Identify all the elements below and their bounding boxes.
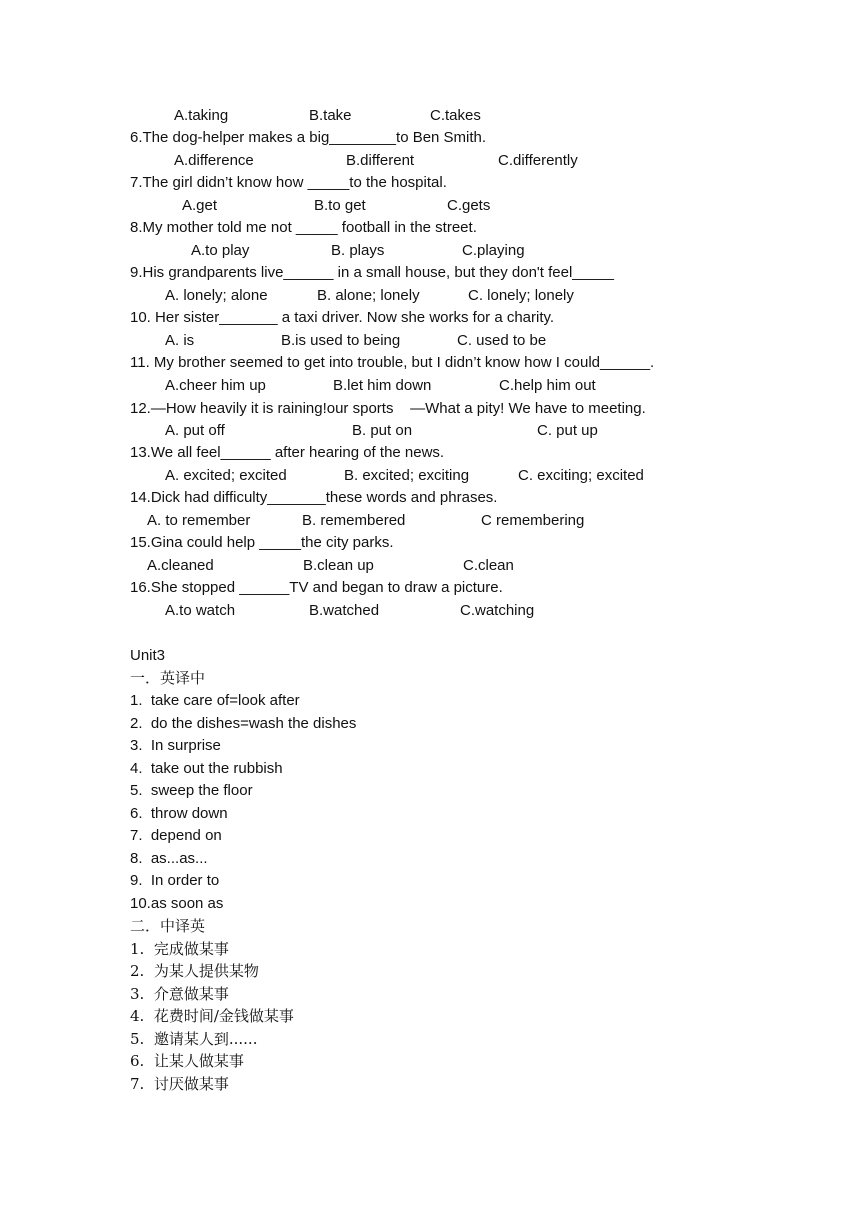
- q8-option-c: C.playing: [462, 242, 525, 259]
- vocab-item: 7. 讨厌做某事: [130, 1075, 229, 1093]
- q6-option-c: C.differently: [498, 152, 578, 169]
- q10-option-c: C. used to be: [457, 332, 547, 349]
- q11-option-a: A.cheer him up: [165, 377, 266, 394]
- q15-option-c: C.clean: [463, 557, 514, 574]
- vocab-item: 3. 介意做某事: [130, 985, 229, 1003]
- vocab-item: 9. In order to: [130, 872, 220, 889]
- q5-option-c: C.takes: [430, 107, 481, 124]
- q15-option-a: A.cleaned: [147, 557, 214, 574]
- q6-question: 6.The dog-helper makes a big________to Ben Smith.: [130, 129, 487, 146]
- vocab-item: 5. sweep the floor: [130, 782, 253, 799]
- q10-option-b: B.is used to being: [281, 332, 401, 349]
- vocab-item: 1. take care of=look after: [130, 692, 300, 709]
- q9-option-c: C. lonely; lonely: [468, 287, 574, 304]
- vocab-item: 2. 为某人提供某物: [130, 962, 259, 980]
- q12-option-b: B. put on: [352, 422, 413, 439]
- q16-option-b: B.watched: [309, 602, 380, 619]
- q10-option-a: A. is: [165, 332, 195, 349]
- vocab-item: 6. throw down: [130, 805, 228, 822]
- section-heading-zh-to-en: 二．中译英: [130, 917, 206, 935]
- q9-option-a: A. lonely; alone: [165, 287, 268, 304]
- q7-option-b: B.to get: [314, 197, 366, 214]
- q7-question: 7.The girl didn’t know how _____to the hospital.: [130, 174, 447, 191]
- vocab-item: 4. 花费时间/金钱做某事: [130, 1007, 294, 1025]
- vocab-item: 1. 完成做某事: [130, 940, 229, 958]
- q5-option-b: B.take: [309, 107, 352, 124]
- q8-option-a: A.to play: [191, 242, 250, 259]
- q12-question: 12.—How heavily it is raining!our sports —What a pity! We have to meeting.: [130, 400, 646, 417]
- q13-question: 13.We all feel______ after hearing of the news.: [130, 444, 445, 461]
- q14-option-a: A. to remember: [147, 512, 251, 529]
- q8-option-b: B. plays: [331, 242, 385, 259]
- q13-option-c: C. exciting; excited: [518, 467, 644, 484]
- q14-option-c: C remembering: [481, 512, 585, 529]
- vocab-item: 5. 邀请某人到......: [130, 1030, 258, 1048]
- q7-option-c: C.gets: [447, 197, 491, 214]
- q15-option-b: B.clean up: [303, 557, 374, 574]
- q16-option-c: C.watching: [460, 602, 535, 619]
- q7-option-a: A.get: [182, 197, 218, 214]
- unit-title: Unit3: [130, 647, 166, 664]
- q12-option-c: C. put up: [537, 422, 598, 439]
- q14-question: 14.Dick had difficulty_______these words and phrases.: [130, 489, 498, 506]
- vocab-item: 8. as...as...: [130, 850, 208, 867]
- vocab-item: 2. do the dishes=wash the dishes: [130, 715, 357, 732]
- q11-question: 11. My brother seemed to get into trouble, but I didn’t know how I could______.: [130, 354, 655, 371]
- vocab-item: 4. take out the rubbish: [130, 760, 283, 777]
- q16-question: 16.She stopped ______TV and began to draw a picture.: [130, 579, 503, 596]
- vocab-item: 7. depend on: [130, 827, 222, 844]
- q13-option-a: A. excited; excited: [165, 467, 287, 484]
- q9-question: 9.His grandparents live______ in a small house, but they don't feel_____: [130, 264, 615, 281]
- q11-option-b: B.let him down: [333, 377, 432, 394]
- q12-option-a: A. put off: [165, 422, 225, 439]
- q13-option-b: B. excited; exciting: [344, 467, 470, 484]
- q16-option-a: A.to watch: [165, 602, 236, 619]
- q6-option-b: B.different: [346, 152, 415, 169]
- q8-question: 8.My mother told me not _____ football in the street.: [130, 219, 477, 236]
- q15-question: 15.Gina could help _____the city parks.: [130, 534, 394, 551]
- q5-option-a: A.taking: [174, 107, 229, 124]
- section-heading-en-to-zh: 一．英译中: [130, 669, 206, 687]
- q9-option-b: B. alone; lonely: [317, 287, 420, 304]
- vocab-item: 6. 让某人做某事: [130, 1052, 244, 1070]
- q11-option-c: C.help him out: [499, 377, 596, 394]
- q14-option-b: B. remembered: [302, 512, 406, 529]
- q10-question: 10. Her sister_______ a taxi driver. Now she works for a charity.: [130, 309, 555, 326]
- q6-option-a: A.difference: [174, 152, 254, 169]
- vocab-item: 3. In surprise: [130, 737, 221, 754]
- vocab-item: 10.as soon as: [130, 895, 224, 912]
